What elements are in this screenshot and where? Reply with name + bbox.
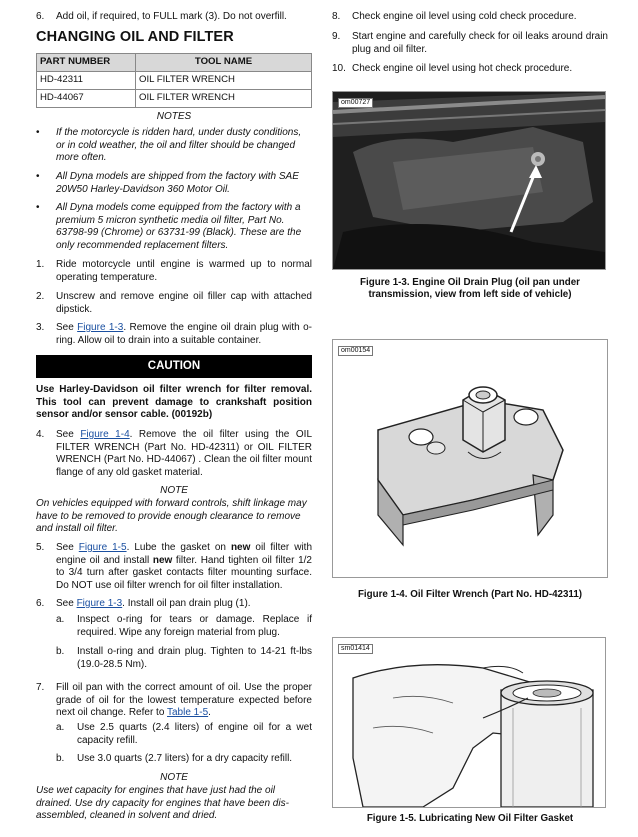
step-8: 8. Check engine oil level using cold check procedure.: [332, 11, 577, 22]
note-text: On vehicles equipped with forward controls, shift linkage may have to be removed to provide enough clearance to remove and install oil filter.: [36, 498, 307, 534]
table-1-5-link[interactable]: Table 1-5: [167, 707, 209, 718]
note-title: NOTE: [160, 485, 188, 496]
step-6-add-oil: 6. Add oil, if required, to FULL mark (3). Do not overfill.: [36, 11, 287, 22]
step-7b: b. Use 3.0 quarts (2.7 liters) for a dry capacity refill.: [56, 753, 293, 764]
table-header-tool-name: TOOL NAME: [136, 54, 312, 72]
figure-1-5-image: [332, 637, 606, 808]
figure-tag: sm01414: [338, 644, 373, 654]
figure-1-4-caption: Figure 1-4. Oil Filter Wrench (Part No. HD-42311): [357, 589, 583, 600]
note-bullet: • All Dyna models come equipped from the factory with a premium 5 micron synthetic media oil filter, Part No. 63798-99 (Chrome) or 63731-99 (Black). These are the only recommended replacement filters.: [36, 202, 302, 251]
oil-filter-wrench-drawing: [333, 340, 607, 577]
caution-text: Use Harley-Davidson oil filter wrench for filter removal. This tool can prevent damage to crankshaft position sensor and/or sensor cable. (00192b): [36, 384, 312, 420]
step-6b: b. Install o-ring and drain plug. Tighten to 14-21 ft-lbs (19.0-28.5 Nm).: [56, 646, 312, 670]
table-cell: OIL FILTER WRENCH: [136, 72, 312, 90]
step-1: 1. Ride motorcycle until engine is warmed up to normal operating temperature.: [36, 259, 312, 283]
step-5: 5. See Figure 1-5. Lube the gasket on new oil filter with engine oil and install new filter. Hand tighten oil filter 1/2 to 3/4 turn after gasket contacts filter mounting surface. Do NOT use oil filter wrench for oil filter installation.: [36, 542, 313, 591]
caution-banner: CAUTION: [36, 355, 312, 378]
figure-1-5-caption: Figure 1-5. Lubricating New Oil Filter Gasket: [366, 813, 574, 824]
figure-tag: om00154: [338, 346, 373, 356]
step-9: 9. Start engine and carefully check for oil leaks around drain plug and oil filter.: [332, 31, 608, 55]
figure-1-3-image: [332, 91, 606, 270]
figure-1-5-link[interactable]: Figure 1-5: [78, 542, 127, 553]
table-header-row: [37, 54, 312, 72]
step-2: 2. Unscrew and remove engine oil filler cap with attached dipstick.: [36, 291, 312, 315]
step-7: 7. Fill oil pan with the correct amount of oil. Use the proper grade of oil for the lowest temperature expected before next oil change. Refer to Table 1-5.: [36, 682, 312, 718]
step-3: 3. See Figure 1-3. Remove the engine oil drain plug with o-ring. Allow oil to drain into a suitable container.: [36, 322, 312, 346]
step-4: 4. See Figure 1-4. Remove the oil filter using the OIL FILTER WRENCH (Part No. HD-42311) or OIL FILTER WRENCH (Part No. HD-44067) . Clean the oil filter mount flange of any old gasket material.: [36, 429, 313, 478]
oil-pan-photo: [333, 92, 605, 269]
filter-gasket-drawing: [333, 638, 605, 807]
notes-title: NOTES: [156, 111, 192, 122]
step-7a: a. Use 2.5 quarts (2.4 liters) of engine oil for a wet capacity refill.: [56, 722, 312, 746]
figure-1-3-link[interactable]: Figure 1-3: [77, 322, 124, 333]
figure-1-4-image: [332, 339, 608, 578]
table-cell: HD-44067: [37, 90, 136, 108]
note-title: NOTE: [160, 772, 188, 783]
table-row: [37, 72, 312, 90]
table-row: [37, 90, 312, 108]
section-heading: CHANGING OIL AND FILTER: [36, 29, 234, 45]
figure-1-3-caption: Figure 1-3. Engine Oil Drain Plug (oil pan under transmission, view from left side of vehicle): [360, 277, 580, 300]
table-cell: HD-42311: [37, 72, 136, 90]
table-header-part-number: PART NUMBER: [37, 54, 136, 72]
figure-1-4-link[interactable]: Figure 1-4: [80, 429, 130, 440]
tool-table: [36, 53, 312, 108]
step-6: 6. See Figure 1-3. Install oil pan drain plug (1).: [36, 598, 251, 609]
note-text: Use wet capacity for engines that have just had the oil drained. Use dry capacity for engines that have been dis-assembled, cleaned in solvent and dried.: [36, 785, 289, 821]
step-10: 10. Check engine oil level using hot check procedure.: [332, 63, 573, 74]
figure-1-3-link[interactable]: Figure 1-3: [76, 598, 123, 609]
note-bullet: • All Dyna models are shipped from the factory with SAE 20W50 Harley-Davidson 360 Motor Oil.: [36, 171, 299, 195]
figure-tag: om00727: [338, 98, 373, 108]
note-bullet: • If the motorcycle is ridden hard, under dusty conditions, or in cold weather, the oil and filter should be changed more often.: [36, 127, 302, 163]
table-cell: OIL FILTER WRENCH: [136, 90, 312, 108]
step-6a: a. Inspect o-ring for tears or damage. Replace if required. Wipe any foreign material from plug.: [56, 614, 312, 638]
